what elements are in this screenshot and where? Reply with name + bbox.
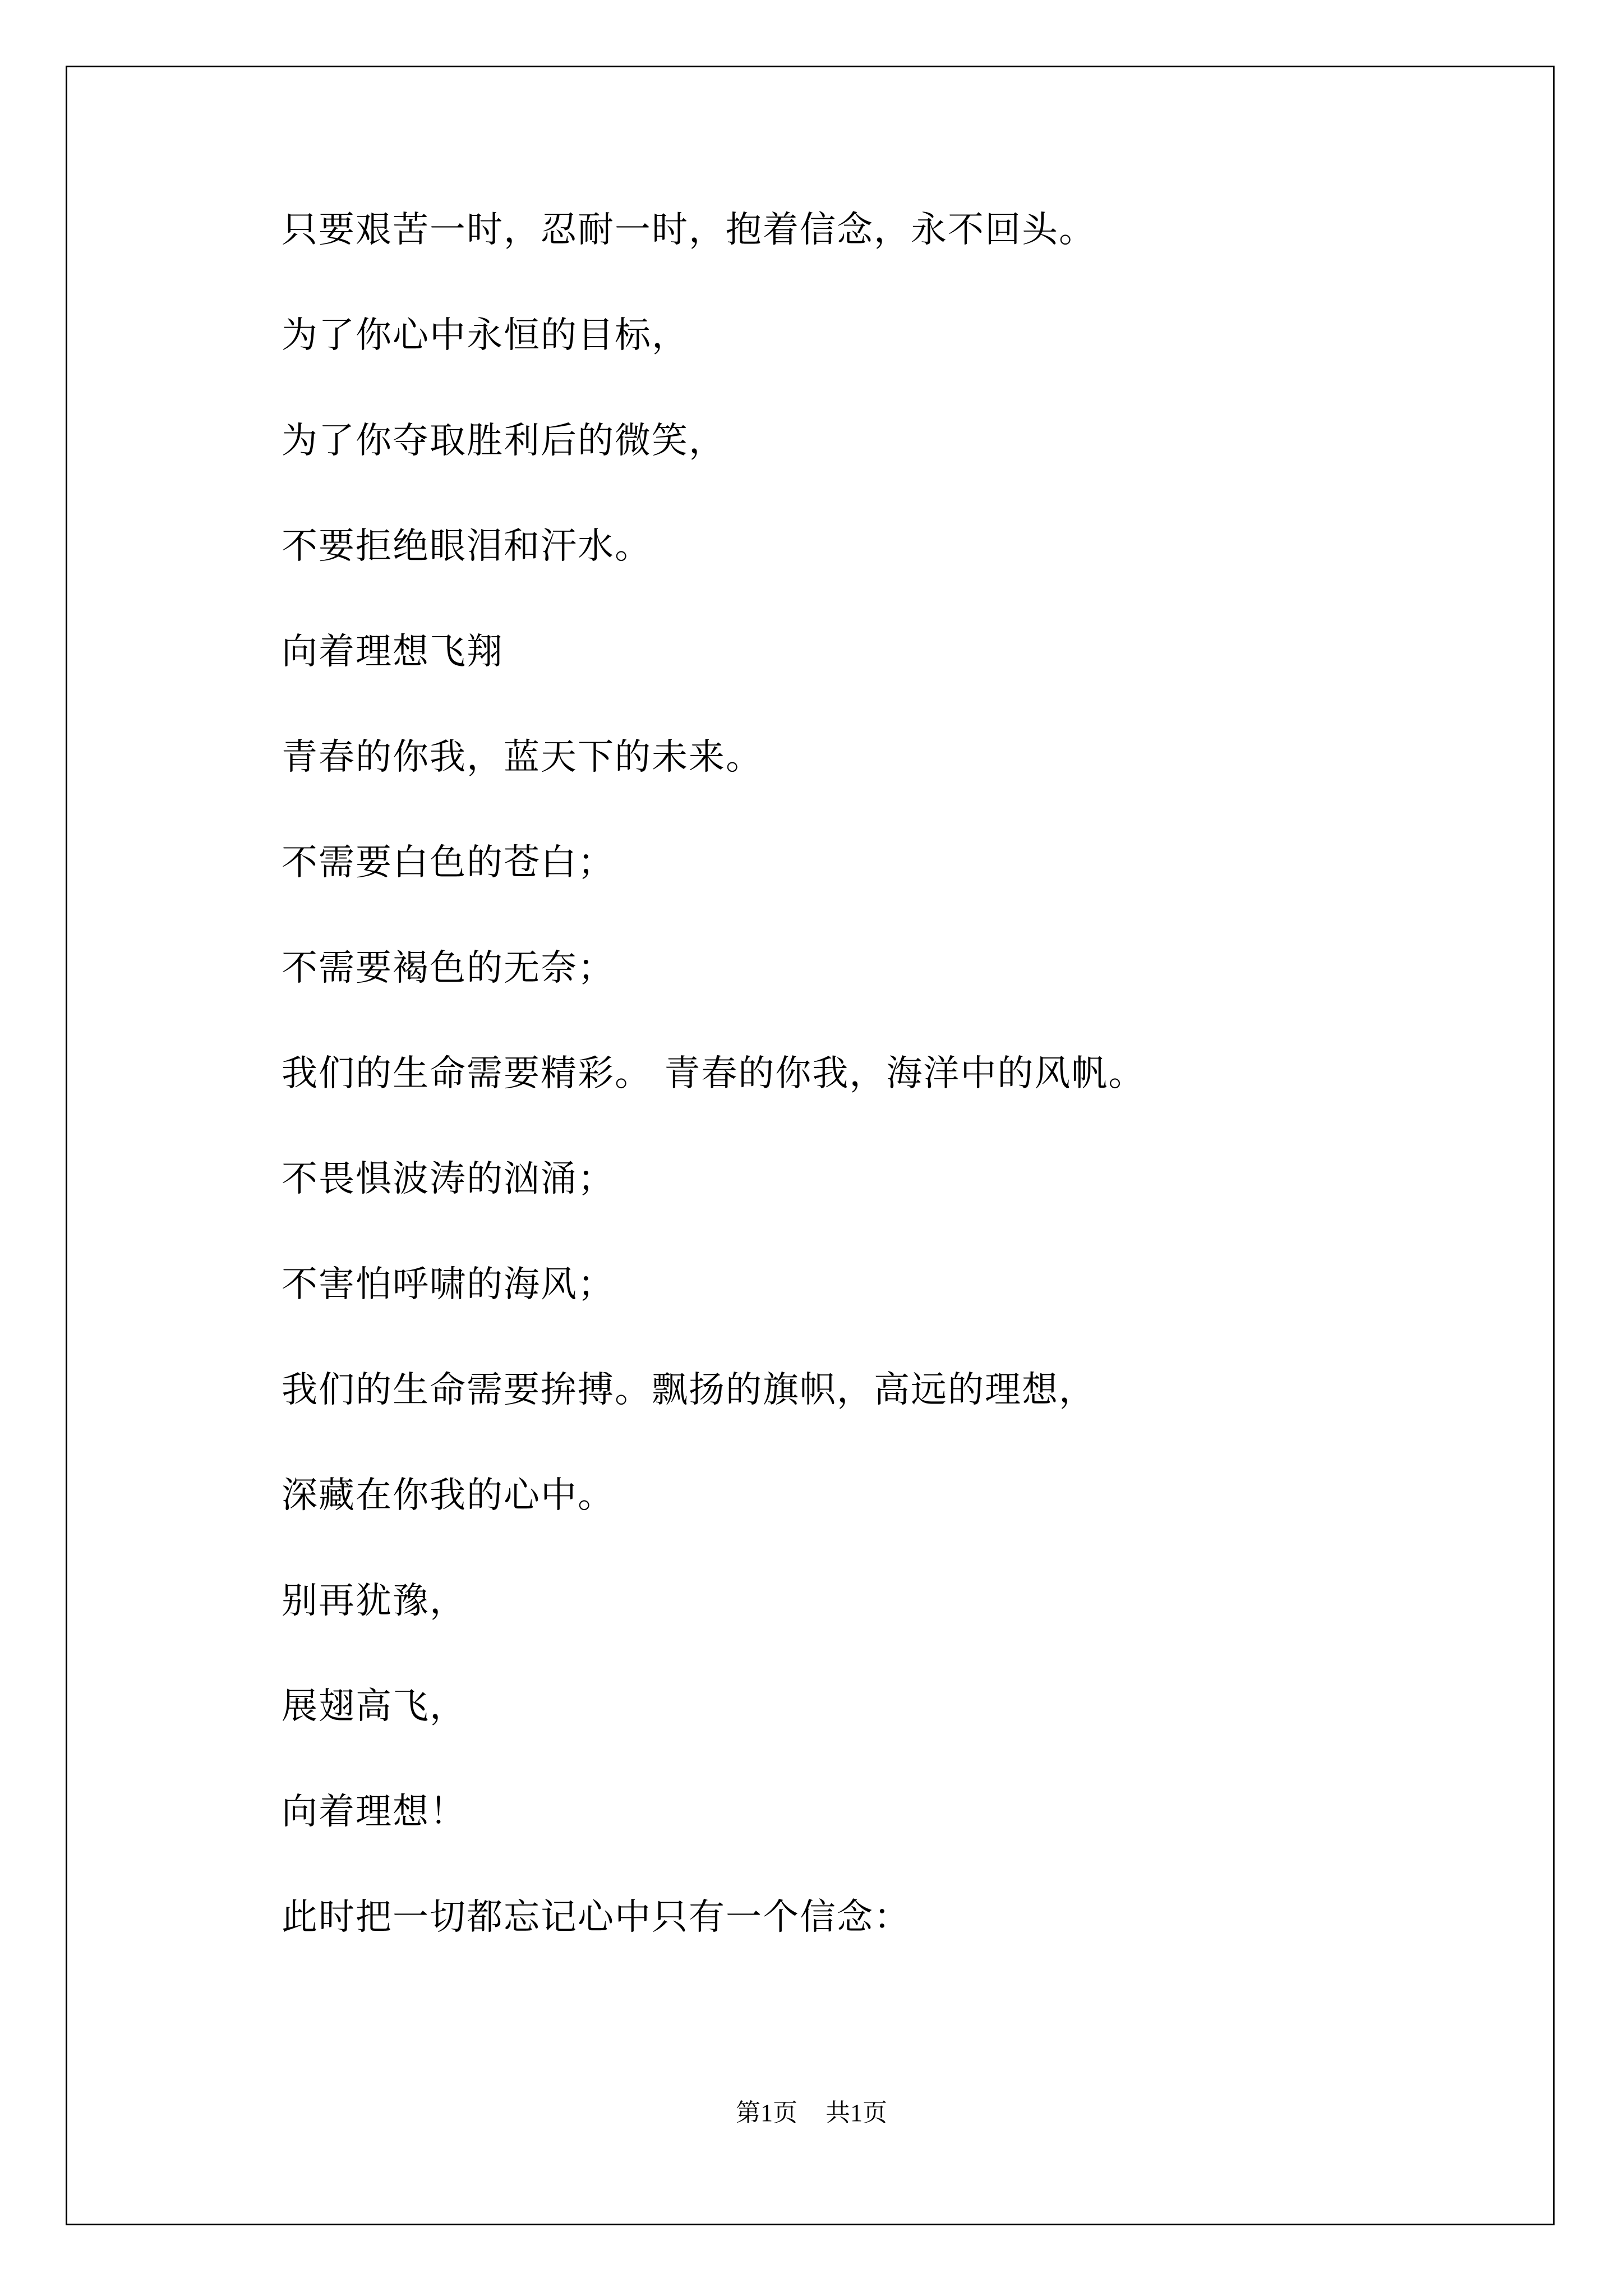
text-line: 为了你心中永恒的目标， (282, 315, 689, 356)
text-line: 向着理想！ (282, 1791, 467, 1833)
text-line: 展翅高飞， (282, 1686, 467, 1727)
text-line: 不需要褐色的无奈； (282, 947, 615, 989)
text-line: 不害怕呼啸的海风； (282, 1264, 615, 1305)
text-line: 为了你夺取胜利后的微笑， (282, 420, 726, 462)
text-line: 向着理想飞翔 (282, 631, 504, 673)
page-total: 共1页 (826, 2099, 887, 2127)
text-line: 青春的你我，蓝天下的未来。 (282, 737, 763, 778)
page-number: 第1页 (736, 2099, 797, 2127)
text-line: 不要拒绝眼泪和汗水。 (282, 526, 652, 567)
text-line: 此时把一切都忘记心中只有一个信念： (282, 1897, 911, 1938)
document-body (282, 208, 1487, 2000)
text-line: 别再犹豫， (282, 1580, 467, 1622)
text-line: 不需要白色的苍白； (282, 842, 615, 884)
text-line: 只要艰苦一时，忍耐一时，抱着信念，永不回头。 (282, 209, 1096, 251)
text-line: 我们的生命需要精彩。 青春的你我，海洋中的风帆。 (282, 1053, 1146, 1094)
text-line: 不畏惧波涛的汹涌； (282, 1158, 615, 1200)
text-line: 我们的生命需要拚搏。飘扬的旗帜，高远的理想， (282, 1369, 1096, 1411)
page-footer (0, 2092, 1623, 2128)
text-line: 深藏在你我的心中。 (282, 1475, 615, 1516)
